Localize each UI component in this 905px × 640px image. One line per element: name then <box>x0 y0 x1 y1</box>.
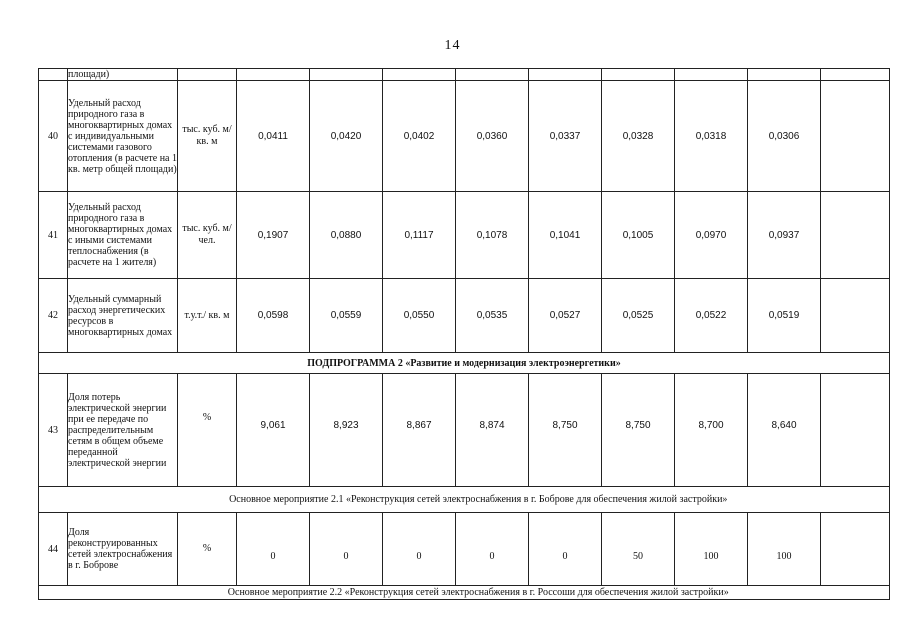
value-cell: 0,0318 <box>675 81 748 192</box>
indicator-name: Доля потерь электрической энергии при ее передаче по распределительным сетям в общем объеме переданной электрической энергии <box>68 374 178 487</box>
value-cell: 0,0527 <box>529 279 602 353</box>
row-number: 44 <box>39 513 68 586</box>
empty-cell <box>821 279 890 353</box>
value-cell: 0,0420 <box>310 81 383 192</box>
value-cell: 0,0550 <box>383 279 456 353</box>
value-cell: 50 <box>602 513 675 586</box>
value-cell: 0,0337 <box>529 81 602 192</box>
row-number: 41 <box>39 192 68 279</box>
value-cell: 0,0328 <box>602 81 675 192</box>
value-cell: 0 <box>456 513 529 586</box>
unit-cell: тыс. куб. м/ кв. м <box>178 81 237 192</box>
value-cell: 0,1078 <box>456 192 529 279</box>
subprogram-row <box>39 353 890 374</box>
table-row <box>39 279 890 353</box>
value-cell: 0,0598 <box>237 279 310 353</box>
unit-cell: % <box>178 374 237 487</box>
value-cell: 8,750 <box>529 374 602 487</box>
empty-cell <box>821 513 890 586</box>
value-cell: 0,0970 <box>675 192 748 279</box>
value-cell: 0,1041 <box>529 192 602 279</box>
measure-row <box>39 586 890 600</box>
value-cell: 0,1005 <box>602 192 675 279</box>
table-row <box>39 81 890 192</box>
value-cell: 9,061 <box>237 374 310 487</box>
value-cell: 0,0360 <box>456 81 529 192</box>
indicator-name: площади) <box>68 69 178 81</box>
row-number: 42 <box>39 279 68 353</box>
value-cell: 100 <box>675 513 748 586</box>
value-cell: 0,0880 <box>310 192 383 279</box>
indicators-table <box>38 68 890 600</box>
value-cell: 0,0525 <box>602 279 675 353</box>
value-cell: 0,0411 <box>237 81 310 192</box>
subprogram-title: ПОДПРОГРАММА 2 «Развитие и модернизация электроэнергетики» <box>39 353 890 374</box>
measure-title: Основное мероприятие 2.2 «Реконструкция сетей электроснабжения в г. Россоши для обеспечения жилой застройки» <box>68 586 890 600</box>
value-cell: 8,700 <box>675 374 748 487</box>
empty-cell <box>821 374 890 487</box>
indicator-name: Удельный расход природного газа в многоквартирных домах с индивидуальными системами газового отопления (в расчете на 1 кв. метр общей площади) <box>68 81 178 192</box>
value-cell: 0,0306 <box>748 81 821 192</box>
unit-cell: т.у.т./ кв. м <box>178 279 237 353</box>
value-cell: 8,867 <box>383 374 456 487</box>
value-cell: 0,1117 <box>383 192 456 279</box>
value-cell: 0,0519 <box>748 279 821 353</box>
value-cell: 0,0402 <box>383 81 456 192</box>
value-cell: 0 <box>310 513 383 586</box>
empty-cell <box>821 192 890 279</box>
indicator-name: Удельный суммарный расход энергетических ресурсов в многоквартирных домах <box>68 279 178 353</box>
value-cell: 0 <box>237 513 310 586</box>
value-cell: 0,0937 <box>748 192 821 279</box>
value-cell: 8,874 <box>456 374 529 487</box>
measure-title: Основное мероприятие 2.1 «Реконструкция сетей электроснабжения в г. Боброве для обеспечения жилой застройки» <box>68 487 890 513</box>
indicator-name: Удельный расход природного газа в многоквартирных домах с иными системами теплоснабжения (в расчете на 1 жителя) <box>68 192 178 279</box>
value-cell: 0,1907 <box>237 192 310 279</box>
empty-cell <box>821 81 890 192</box>
value-cell: 0,0559 <box>310 279 383 353</box>
value-cell: 8,750 <box>602 374 675 487</box>
table-row <box>39 374 890 487</box>
value-cell: 8,640 <box>748 374 821 487</box>
value-cell: 0,0522 <box>675 279 748 353</box>
measure-row <box>39 487 890 513</box>
value-cell: 0,0535 <box>456 279 529 353</box>
table-row <box>39 513 890 586</box>
value-cell: 8,923 <box>310 374 383 487</box>
row-number: 43 <box>39 374 68 487</box>
table-row-continuation <box>39 69 890 81</box>
unit-cell: тыс. куб. м/ чел. <box>178 192 237 279</box>
row-number: 40 <box>39 81 68 192</box>
table-row <box>39 192 890 279</box>
value-cell: 0 <box>383 513 456 586</box>
indicator-name: Доля реконструированных сетей электроснабжения в г. Боброве <box>68 513 178 586</box>
unit-cell: % <box>178 513 237 586</box>
page-number: 14 <box>444 38 461 53</box>
value-cell: 0 <box>529 513 602 586</box>
value-cell: 100 <box>748 513 821 586</box>
